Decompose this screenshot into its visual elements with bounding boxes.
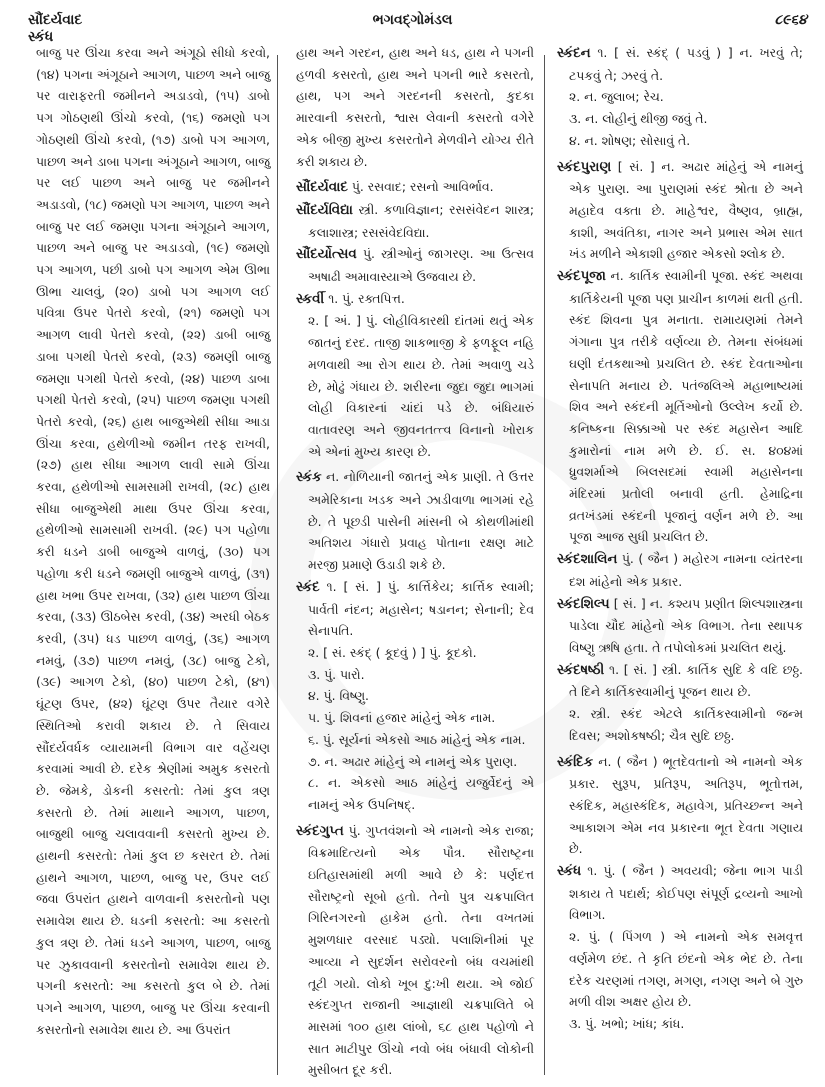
dictionary-entry (557, 751, 803, 861)
dictionary-entry (557, 548, 803, 592)
dictionary-entry (557, 265, 803, 548)
column-divider (277, 55, 278, 1075)
definition: પું. સ્ત્રીઓનું જાગરણ. આ ઉત્સવ અષાઢી અમાવાસ્યાએ ઉજવાય છે. (308, 246, 534, 285)
definition-sense: ૧. [ સં. ] સ્ત્રી. કાર્તિક સુદિ કે વદિ છઠ્ઠ. તે દિને કાર્તિકસ્વામીનું પૂજન થાય છે. (569, 661, 803, 700)
definition: ન. નોળિયાની જાતનું એક પ્રાણી. તે ઉત્તર અમેરિકાના ખડક અને ઝાડીવાળા ભાગમાં રહે છે. તે પૂછડી પાસેની માંસની બે કોથળીમાંથી અતિશય ગંધારો પ્રવાહ પોતાના રક્ષણ માટે મરજી પ્રમાણે ઉડાડી શકે છે. (308, 469, 534, 573)
headword: સ્કંક (296, 470, 322, 486)
definition: ન. કાર્તિક સ્વામીની પૂજા. સ્કંદ અથવા કાર્તિકેયની પૂજા પણ પ્રાચીન કાળમાં થતી હતી. સ્કંદ શિવના પુત્ર મનાતા. રામાયણમાં તેમને ગંગાના પુત્ર તરીકે વર્ણવ્યા છે. તેમના સંબંધમાં ઘણી દંતકથાઓ પ્રચલિત છે. સ્કંદ દેવતાઓના સેનાપતિ મનાય છે. પતંજલિએ મહાભાષ્યમાં શિવ અને સ્કંદની મૂર્તિઓનો ઉલ્લેખ કર્યો છે. કનિષ્કના સિક્કાઓ પર સ્કંદ મહાસેન આદિ કુમારોનાં નામ મળે છે. ઈ. સ. ૪૦૪માં ધ્રુવશર્માએ બિલસદમાં સ્વામી મહાસેનના મંદિરમાં પ્રતોલી બનાવી હતી. હેમાદ્રિના વ્રતખંડમાં સ્કંદની પૂજાનું વર્ણન મળે છે. આ પૂજા આજ સુધી પ્રચલિત છે. (569, 268, 803, 545)
definition: પું. રસવાદ; રસનો આવિર્ભાવ. (351, 179, 494, 195)
dictionary-entry (296, 176, 534, 199)
dictionary-entry (296, 466, 534, 576)
definition-sense: ૫. પું. શિવનાં હજાર માંહેનું એક નામ. (308, 710, 496, 726)
definition-sense: ૬. પું. સૂર્યનાં એકસો આઠ માંહેનું એક નામ. (308, 731, 526, 747)
definition-sense: ૧. [ સં. ] પું. કાર્ત્તિકેય; કાર્ત્તિક સ્વામી; પાર્વતી નંદન; મહાસેન; ષડાનન; સેનાની; દેવ સેનાપતિ. (308, 578, 534, 639)
definition-sense: ૧. પું. રક્તપિત્ત. (328, 290, 405, 306)
definition-sense: ૩. ન. લોહીનું થીજી જવું તે. (569, 111, 708, 127)
dictionary-entry (557, 860, 803, 1035)
definition-sense: ૪. પું. વિષ્ણુ. (308, 688, 369, 704)
guide-word-first: સૌંદર્યવાદ (28, 12, 83, 28)
definition-sense: ૭. ન. અઢાર માંહેનું એ નામનું એક પુરાણ. (308, 753, 518, 769)
column-right (557, 42, 803, 1039)
headword: સ્કંદપૂજા (557, 269, 606, 285)
definition-sense: ૩. પું. ખભો; ખાંધ; કાંધ. (569, 1015, 685, 1031)
headword: સ્કંદષષ્ઠી (557, 662, 605, 678)
running-title: ભગવદ્ગોમંડલ (372, 12, 453, 28)
headword: સ્કંદન (557, 46, 591, 61)
definition: [ સં. ] ન. કશ્યપ પ્રણીત શિલ્પશાસ્ત્રના પાડેલા ચૌદ માંહેનો એક વિભાગ. તેના સ્થાપક વિષ્ણુ ઋષિ હતા. તે તપોલોકમાં પ્રચલિત થયું. (569, 595, 803, 655)
headword: સ્કંદ (296, 579, 320, 595)
definition-sense: ૪. ન. શોષણ; સોસાવું તે. (569, 132, 691, 148)
definition: સ્ત્રી. કળાવિજ્ઞાન; રસસંવેદન શાસ્ત્ર; કલાશાસ્ત્ર; રસસંવેદવિદ્યા. (308, 201, 534, 240)
guide-word-last: સ્કંધ (28, 29, 54, 45)
headword: સ્કંધ (557, 864, 582, 880)
dictionary-entry (296, 243, 534, 287)
headword: સ્કંદિક (557, 754, 594, 770)
definition-sense: ૨. ન. જુલાબ; રેચ. (569, 89, 664, 105)
dictionary-entry (557, 659, 803, 747)
definition: [ સં. ] ન. અઢાર માંહેનું એ નામનું એક પુરાણ. આ પુરાણમાં સ્કંદ શ્રોતા છે અને મહાદેવ વક્તા છે. માહેશ્વર, વૈષ્ણવ, બ્રાહ્મ, કાશી, અવંતિકા, નાગર અને પ્રભાસ એમ સાત ખંડ મળીને એકાશી હજાર એકસો શ્લોક છે. (569, 158, 803, 262)
definition-sense: ૨. [ અં. ] પું. લોહીવિકારથી દાંતમાં થતું એક જાતનું દરદ. તાજી શાકભાજી કે ફળફૂલ નહિ મળવાથી આ રોગ થાય છે. તેમાં અવાળુ ચડે છે, મોઢું ગંધાય છે. શરીરના જુદા જુદા ભાગમાં લોહી વિકારનાં ચાંદાં પડે છે. બંધિયારું વાતાવરણ અને જીવનતત્ત્વ વિનાનો ખોરાક એ એનાં મુખ્ય કારણ છે. (308, 313, 534, 459)
definition: ન. ( જૈન ) ભૂતદેવતાનો એ નામનો એક પ્રકાર. સુરૂપ, પ્રતિરૂપ, અતિરૂપ, ભૂતોત્તમ, સ્કંદિક, મહાસ્કંદિક, મહાવેગ, પ્રતિચ્છન્ન અને આકાશગ એમ નવ પ્રકારના ભૂત દેવતા ગણાય છે. (569, 753, 803, 857)
dictionary-entry (557, 156, 803, 266)
headword: સૌંદર્યવિદ્યા (296, 202, 353, 218)
column-middle (296, 42, 534, 1081)
column-divider (544, 55, 545, 1075)
continuation-text: બાજુ પર ઊંચા કરવા અને અંગૂઠો સીધો કરવો, (૧૪) પગના અંગૂઠાને આગળ, પાછળ અને બાજુ પર વારાફરતી જમીનને અડાડવો, (૧૫) ડાબો પગ ગોઠણથી ઊંચો કરવો, (૧૬) જમણો પગ ગોઠણથી ઊંચો કરવો, (૧૭) ડાબો પગ આગળ, પાછળ અને ડાબા પગના અંગૂઠાને આગળ, બાજુ પર લઈ પાછળ અને બાજુ પર જમીનને અડાડવો, (૧૮) જમણો પગ આગળ, પાછળ અને બાજુ પર લઈ જમણા પગના અંગૂઠાને આગળ, પાછળ અને બાજુ પર અડાડવો, (૧૯) જમણો પગ આગળ, પછી ડાબો પગ આગળ એમ ઊભા ઊભા ચાલવું, (૨૦) ડાબો પગ આગળ લઈ પવિત્રા ઉપર પેતરો કરવો, (૨૧) જમણો પગ આગળ લાવી પેતરો કરવો, (૨૨) ડાબી બાજુ ડાબા પગથી પેતરો કરવો, (૨૩) જમણી બાજુ જમણા પગથી પેતરો કરવો, (૨૪) પાછળ ડાબા પગથી પેતરો કરવો, (૨૫) પાછળ જમણા પગથી પેતરો કરવો, (૨૬) હાથ બાજુએથી સીધા આડા ઊંચા કરવા, હથેળીઓ જમીન તરફ રાખવી, (૨૭) હાથ સીધા આગળ લાવી સામે ઊંચા કરવા, હથેળીઓ સામસામી રાખવી, (૨૮) હાથ સીધા બાજુએથી માથા ઉપર ઊંચા કરવા, હથેળીઓ સામસામી રાખવી. (૨૯) પગ પહોળા કરી ધડને ડાબી બાજુએ વાળવું, (૩૦) પગ પહોળા કરી ધડને જમણી બાજુએ વાળવું, (૩૧) હાથ ખભા ઉપર રાખવા, (૩૨) હાથ પાછળ ઊંચા કરવા, (૩૩) ઊઠબેસ કરવી, (૩૪) અરધી બેઠક કરવી, (૩૫) ધડ પાછળ વાળવું, (૩૬) આગળ નમવું, (૩૭) પાછળ નમવું, (૩૮) બાજુ ટેકો, (૩૯) આગળ ટેકો, (૪૦) પાછળ ટેકો, (૪૧) ઘૂંટણ ઉપર, (૪૨) ઘૂંટણ ઉપર તૈયાર વગેરે સ્થિતિઓ કરાવી શકાય છે. તે સિવાય સૌંદર્યવર્ધક વ્યાયામની વિભાગ વાર વહેંચણ કરવામાં આવી છે. દરેક શ્રેણીમાં અમુક કસરતો છે. જેમકે, ડોકની કસરતો: તેમાં કુલ ત્રણ કસરતો છે. તેમાં માથાને આગળ, પાછળ, બાજુથી બાજુ ચલાવવાની કસરતો મુખ્ય છે. હાથની કસરતો: તેમાં કુલ છ કસરત છે. તેમાં હાથને આગળ, પાછળ, બાજુ પર, ઉપર લઈ જવા ઉપરાંત હાથને વાળવાની કસરતોનો પણ સમાવેશ થાય છે. ધડની કસરતો: આ કસરતો કુલ ત્રણ છે. તેમાં ધડને આગળ, પાછળ, બાજુ પર ઝુકાવવાની કસરતોનો સમાવેશ થાય છે. પગની કસરતો: આ કસરતો કુલ બે છે. તેમાં પગને આગળ, પાછળ, બાજુ પર ઊંચા કરવાની કસરતોનો સમાવેશ થાય છે. આ ઉપરાંત (36, 45, 270, 1037)
definition-sense: ૨. [ સં. સ્કંદ્ ( કૂદવું ) ] પું. કૂદકો. (308, 644, 477, 660)
definition-sense: ૩. પું. પારો. (308, 666, 365, 682)
page-number: ૮૯૬૪ (774, 12, 807, 28)
headword: સૌંદર્યોત્સવ (296, 247, 357, 263)
dictionary-entry (557, 593, 803, 659)
headword: સ્કંદગુપ્ત (296, 823, 344, 839)
headword: સ્કંદપુરાણ (557, 159, 612, 175)
headword: સ્કંદશિલ્પ (557, 596, 610, 612)
column-left (36, 42, 270, 1040)
definition-sense: ૨. પું. ( પિંગળ ) એ નામનો એક સમવૃત્ત વર્ણમેળ છંદ. તે કૃતિ છંદનો એક ભેદ છે. તેના દરેક ચરણમાં તગણ, મગણ, નગણ અને બે ગુરુ મળી વીશ અક્ષર હોય છે. (569, 929, 803, 1010)
continuation-text: હાથ અને ગરદન, હાથ અને ધડ, હાથ ને પગની હળવી કસરતો, હાથ અને પગની ભારે કસરતો, હાથ, પગ અને ગરદનની કસરતો, કુદકા મારવાની કસરતો, શ્વાસ લેવાની કસરતો વગેરે એક બીજી મુખ્ય કસરતોને મેળવીને યોગ્ય રીતે કરી શકાય છે. (296, 45, 534, 169)
headword: સૌંદર્યવાદ (296, 180, 348, 196)
definition-sense: ૧. [ સં. સ્કંદ્ ( પડવું ) ] ન. ખરવું તે; ટપકવું તે; ઝરવું તે. (569, 45, 803, 83)
dictionary-entry (557, 42, 803, 152)
definition-sense: ૮. ન. એકસો આઠ માંહેનું યજુર્વેદનું એ નામનું એક ઉપનિષદ્. (308, 775, 534, 812)
dictionary-entry (296, 199, 534, 243)
dictionary-entry (296, 820, 534, 1081)
headword: સ્કર્વી (296, 291, 325, 307)
definition-sense: ૧. પું. ( જૈન ) અવયવી; જેના ભાગ પાડી શકાય તે પદાર્થ; કોઈપણ સંપૂર્ણ દ્રવ્યનો આખો વિભાગ. (569, 863, 803, 923)
dictionary-entry (296, 576, 534, 816)
headword: સ્કંદશાલિન (557, 552, 618, 568)
definition: પું. ( જૈન ) મહોરગ નામના વ્યંતરના દશ માંહેનો એક પ્રકાર. (569, 551, 803, 589)
definition-sense: ૨. સ્ત્રી. સ્કંદ એટલે કાર્તિકસ્વામીનો જન્મ દિવસ; અશોકષષ્ઠી; ચૈત્ર સુદિ છઠ્ઠ. (569, 706, 803, 743)
definition: પું. ગુપ્તવંશનો એ નામનો એક રાજા; વિક્રમાદિત્યનો એક પૌત્ર. સૌરાષ્ટ્રના ઇતિહાસમાંથી મળી આવે છે કે: પર્ણદત્ત સૌરાષ્ટ્રનો સૂબો હતો. તેનો પુત્ર ચક્રપાલિત ગિરિનગરનો હાકેમ હતો. તેના વખતમાં મુશળધાર વરસાદ પડ્યો. પલાશિનીમાં પૂર આવ્યા ને સુદર્શન સરોવરનો બંધ વચમાંથી તૂટી ગયો. લોકો ખૂબ દુ:ખી થયા. એ જોઈ સ્કંદગુપ્ત રાજાની આજ્ઞાથી ચક્રપાલિતે બે માસમાં ૧૦૦ હાથ લાંબો, ૬૮ હાથ પહોળો ને સાત માટીપુર ઊંચો નવો બંધ બંધાવી લોકોની મુસીબત દૂર કરી. (308, 822, 534, 1078)
dictionary-entry (296, 288, 534, 463)
